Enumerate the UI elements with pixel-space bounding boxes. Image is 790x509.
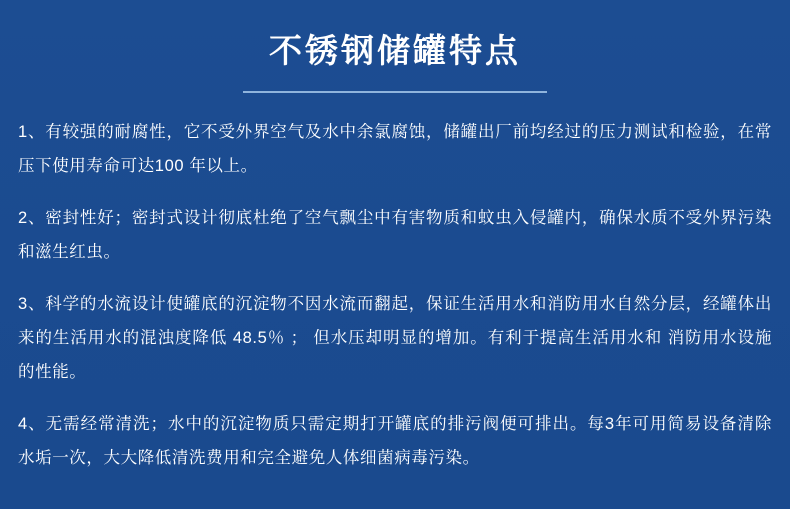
title-block [0,0,790,93]
paragraph-2: 2、密封性好；密封式设计彻底杜绝了空气飘尘中有害物质和蚊虫入侵罐内，确保水质不受外界污染和滋生红虫。 [18,208,772,261]
content-body [0,93,790,475]
paragraph-1: 1、有较强的耐腐性，它不受外界空气及水中余氯腐蚀，储罐出厂前均经过的压力测试和检验，在常压下使用寿命可达100 年以上。 [18,122,772,175]
paragraph-3: 3、科学的水流设计使罐底的沉淀物不因水流而翻起，保证生活用水和消防用水自然分层，经罐体出来的生活用水的混浊度降低 48.5％ ； 但水压却明显的增加。有利于提高生活用水和 消防用水设施的性能。 [18,294,772,381]
page-title: 不锈钢储罐特点 [269,32,521,69]
paragraph-4: 4、无需经常清洗；水中的沉淀物质只需定期打开罐底的排污阀便可排出。每3年可用简易设备清除水垢一次，大大降低清洗费用和完全避免人体细菌病毒污染。 [18,414,772,467]
